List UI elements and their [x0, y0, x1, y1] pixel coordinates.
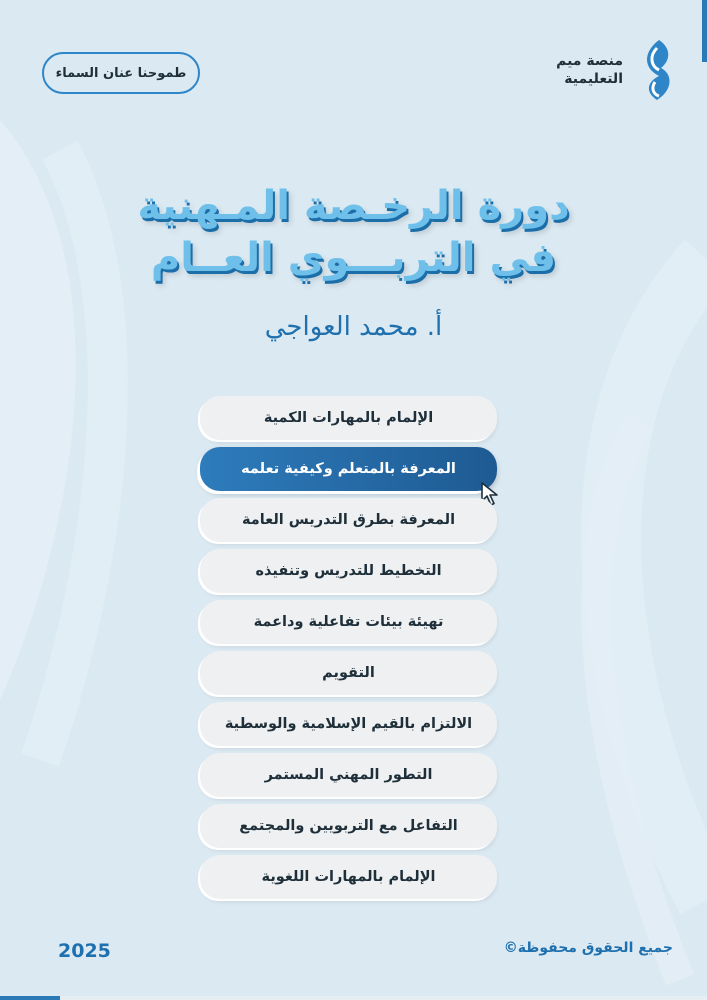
topic-item-active[interactable] — [200, 447, 497, 491]
slogan-badge: طموحنا عنان السماء — [42, 52, 200, 94]
title-line-1: دورة الرخـصة المـهنية — [137, 183, 570, 229]
brand-name-line2: التعليمية — [564, 71, 623, 87]
topic-label: التقويم — [322, 665, 375, 681]
topic-item[interactable] — [200, 753, 497, 797]
bottom-bar — [0, 996, 707, 1000]
topic-item[interactable] — [200, 549, 497, 593]
author-name: أ. محمد العواجي — [264, 312, 443, 342]
topic-item[interactable] — [200, 702, 497, 746]
topic-label: المعرفة بطرق التدريس العامة — [241, 512, 456, 528]
footer-year: 2025 — [58, 940, 111, 962]
topic-item[interactable] — [200, 498, 497, 542]
bottom-accent-segment — [0, 996, 60, 1000]
topic-label: الإلمام بالمهارات اللغوية — [261, 869, 436, 885]
course-title — [60, 180, 647, 284]
topics-list — [200, 396, 497, 906]
topic-label: الإلمام بالمهارات الكمية — [263, 410, 434, 426]
topic-label: تهيئة بيئات تفاعلية وداعمة — [253, 614, 444, 630]
topic-item[interactable] — [200, 651, 497, 695]
topic-item[interactable] — [200, 855, 497, 899]
topic-label: الالتزام بالقيم الإسلامية والوسطية — [224, 716, 473, 732]
corner-accent-bar — [702, 0, 707, 62]
brand-name-line1: منصة ميم — [556, 53, 623, 69]
topic-label: المعرفة بالمتعلم وكيفية تعلمه — [241, 461, 456, 477]
topic-label: التخطيط للتدريس وتنفيذه — [255, 563, 442, 579]
topic-label: التطور المهني المستمر — [264, 767, 433, 783]
brand-logo — [527, 38, 677, 102]
meem-logo-icon — [629, 38, 677, 102]
topic-item[interactable] — [200, 396, 497, 440]
topic-item[interactable] — [200, 804, 497, 848]
topic-item[interactable] — [200, 600, 497, 644]
footer-copyright: جميع الحقوق محفوظة© — [503, 940, 673, 956]
title-line-2: في التربـــوي العــام — [150, 235, 557, 281]
topic-label: التفاعل مع التربويين والمجتمع — [239, 818, 458, 834]
